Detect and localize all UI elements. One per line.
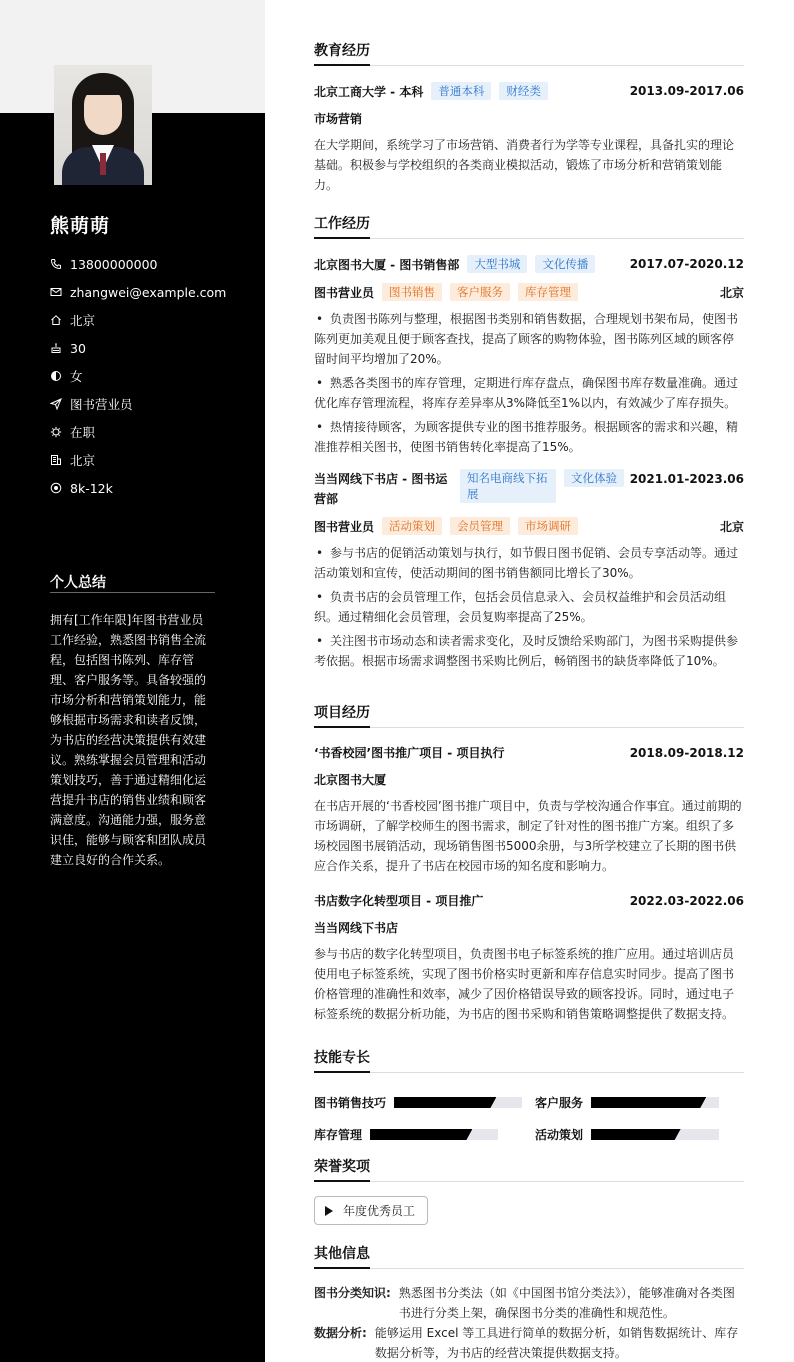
project-name: 书店数字化转型项目 - 项目推广 — [314, 894, 484, 908]
info-age — [50, 334, 226, 362]
info-city-text: 北京 — [70, 453, 96, 468]
mail-icon — [50, 286, 62, 298]
info-location — [50, 306, 226, 334]
job-header — [314, 255, 744, 273]
list-item: • 参与书店的促销活动策划与执行，如节假日图书促销、会员专享活动等。通过活动策划和宣传，使活动期间的图书销售额同比增长了30%。 — [314, 546, 739, 580]
job-role: 图书营业员 — [314, 285, 375, 300]
skill-tag: 会员管理 — [450, 517, 510, 535]
skill-tag: 市场调研 — [518, 517, 578, 535]
info-city — [50, 446, 226, 474]
other-text: 能够运用 Excel 等工具进行简单的数据分析，如销售数据统计、库存数据分析等，为书店的经营决策提供数据支持。 — [374, 1326, 739, 1360]
other-label: 图书分类知识: — [314, 1286, 391, 1300]
school-name: 北京工商大学 - 本科 — [314, 84, 424, 99]
education-section — [314, 40, 744, 195]
skill-name: 活动策划 — [535, 1128, 584, 1142]
project-date: 2018.09-2018.12 — [629, 745, 744, 760]
info-position-text: 图书营业员 — [70, 397, 133, 412]
project-header — [314, 744, 744, 761]
skill-bar — [591, 1129, 719, 1140]
job-bullets — [314, 309, 744, 457]
info-email-text: zhangwei@example.com — [70, 284, 227, 300]
tag: 财经类 — [499, 82, 548, 100]
info-position — [50, 390, 226, 418]
send-icon — [50, 398, 62, 410]
skill-bar — [394, 1097, 522, 1108]
tag: 文化传播 — [535, 255, 595, 273]
education-desc: 在大学期间，系统学习了市场营销、消费者行为学等专业课程，具备扎实的理论基础。积极参与学校组织的各类商业模拟活动，锻炼了市场分析和营销策划能力。 — [314, 138, 735, 192]
summary-divider — [50, 592, 215, 593]
job-company: 当当网线下书店 - 图书运营部 — [314, 472, 448, 506]
skill-name: 图书销售技巧 — [314, 1096, 387, 1110]
status-icon — [50, 426, 62, 438]
info-phone — [50, 250, 226, 278]
job-city: 北京 — [719, 519, 744, 534]
list-item: • 关注图书市场动态和读者需求变化，及时反馈给采购部门，为图书采购提供参考依据。根据市场需求调整图书采购比例后，畅销图书的缺货率降低了10%。 — [314, 634, 739, 668]
phone-icon — [50, 258, 62, 270]
other-text: 熟悉图书分类法（如《中国图书馆分类法》），能够准确对各类图书进行分类上架，确保图书分类的准确性和规范性。 — [398, 1286, 735, 1320]
section-title: 技能专长 — [314, 1047, 744, 1073]
section-title: 其他信息 — [314, 1243, 744, 1269]
job-city: 北京 — [719, 285, 744, 300]
list-item: • 负责书店的会员管理工作，包括会员信息录入、会员权益维护和会员活动组织。通过精细化会员管理，会员复购率提高了25%。 — [314, 590, 727, 624]
tag: 知名电商线下拓展 — [460, 469, 556, 503]
other-item — [314, 1323, 744, 1362]
other-section — [314, 1243, 744, 1362]
info-salary-text: 8k-12k — [70, 480, 113, 496]
skill-tag: 库存管理 — [518, 283, 578, 301]
job-bullets — [314, 543, 744, 671]
job-date: 2021.01-2023.06 — [629, 472, 744, 486]
skill-tag: 客户服务 — [450, 283, 510, 301]
job-header — [314, 469, 744, 509]
info-email — [50, 278, 226, 306]
salary-icon — [50, 482, 62, 494]
skill-tag: 图书销售 — [382, 283, 442, 301]
list-item: • 熟悉各类图书的库存管理，定期进行库存盘点，确保图书库存数量准确。通过优化库存管理流程，将库存差异率从3%降低至1%以内，有效减少了库存损失。 — [314, 376, 739, 410]
section-title: 教育经历 — [314, 40, 744, 66]
gender-icon — [50, 370, 62, 382]
building-icon — [50, 454, 62, 466]
project-desc: 在书店开展的‘书香校园’图书推广项目中，负责与学校沟通合作事宜。通过前期的市场调研，了解学校师生的图书需求，制定了针对性的图书推广方案。组织了多场校园图书展销活动，现场销售图书5000余册，与3所学校建立了长期的图书供应合作关系，提升了书店在校园市场的知名度和影响力。 — [314, 799, 742, 873]
skill-name: 客户服务 — [535, 1096, 584, 1110]
project-org: 北京图书大厦 — [314, 773, 387, 787]
info-status-text: 在职 — [70, 425, 96, 440]
skill-name: 库存管理 — [314, 1128, 363, 1142]
contact-info-list — [50, 250, 226, 502]
education-header — [314, 82, 744, 100]
tag: 文化体验 — [564, 469, 624, 487]
section-title: 荣誉奖项 — [314, 1156, 744, 1182]
info-gender — [50, 362, 226, 390]
list-item: • 热情接待顾客，为顾客提供专业的图书推荐服务。根据顾客的需求和兴趣，精准推荐相关图书，使图书销售转化率提高了15%。 — [314, 420, 739, 454]
skill-item — [535, 1126, 719, 1143]
education-date: 2013.09-2017.06 — [629, 84, 744, 98]
projects-section — [314, 702, 744, 1024]
info-location-text: 北京 — [70, 313, 96, 328]
project-date: 2022.03-2022.06 — [629, 893, 744, 908]
skill-bar — [370, 1129, 498, 1140]
tag: 大型书城 — [467, 255, 527, 273]
home-icon — [50, 314, 62, 326]
summary-title: 个人总结 — [50, 575, 106, 591]
info-salary — [50, 474, 226, 502]
other-item — [314, 1283, 744, 1323]
section-title: 项目经历 — [314, 702, 744, 728]
other-label: 数据分析: — [314, 1326, 367, 1340]
job-date: 2017.07-2020.12 — [629, 257, 744, 271]
section-title: 工作经历 — [314, 213, 744, 239]
skill-bar — [591, 1097, 719, 1108]
info-age-text: 30 — [70, 340, 86, 356]
education-major: 市场营销 — [314, 112, 363, 126]
skill-item — [314, 1094, 522, 1111]
summary-text: 拥有[工作年限]年图书营业员工作经验，熟悉图书销售全流程，包括图书陈列、库存管理、客户服务等。具备较强的市场分析和营销策划能力，能够根据市场需求和读者反馈，为书店的经营决策提供有效建议。熟练掌握会员管理和活动策划技巧，善于通过精细化运营提升书店的销售业绩和顾客满意度。沟通能力强，服务意识佳，能够与顾客和团队成员建立良好的合作关系。 — [50, 613, 207, 867]
awards-section — [314, 1156, 744, 1225]
project-org: 当当网线下书店 — [314, 921, 399, 935]
award-label: 年度优秀员工 — [343, 1204, 416, 1218]
job-company: 北京图书大厦 - 图书销售部 — [314, 257, 460, 272]
work-section — [314, 213, 744, 675]
info-gender-text: 女 — [70, 369, 83, 384]
avatar — [54, 65, 152, 185]
list-item: • 负责图书陈列与整理，根据图书类别和销售数据，合理规划书架布局，使图书陈列更加美观且便于顾客查找，提高了顾客的购物体验，图书陈列区域的顾客停留时间平均增加了20%。 — [314, 312, 739, 366]
project-name: ‘书香校园’图书推广项目 - 项目执行 — [314, 746, 505, 760]
profile-name: 熊萌萌 — [50, 215, 111, 237]
skills-section — [314, 1047, 744, 1153]
info-status — [50, 418, 226, 446]
tag: 普通本科 — [431, 82, 491, 100]
job-role-row — [314, 517, 744, 535]
job-role: 图书营业员 — [314, 519, 375, 534]
award-badge[interactable] — [314, 1196, 428, 1225]
age-icon — [50, 342, 62, 354]
skill-item — [314, 1126, 498, 1143]
play-icon — [325, 1206, 333, 1216]
skill-item — [535, 1094, 719, 1111]
info-phone-text: 13800000000 — [70, 256, 158, 272]
skill-tag: 活动策划 — [382, 517, 442, 535]
project-header — [314, 892, 744, 909]
project-desc: 参与书店的数字化转型项目，负责图书电子标签系统的推广应用。通过培训店员使用电子标签系统，实现了图书价格实时更新和库存信息实时同步。提高了图书价格管理的准确性和效率，减少了因价格错误导致的顾客投诉。同时，通过电子标签系统的数据分析功能，为书店的图书采购和销售策略调整提供了数据支持。 — [314, 947, 735, 1021]
job-role-row — [314, 283, 744, 301]
